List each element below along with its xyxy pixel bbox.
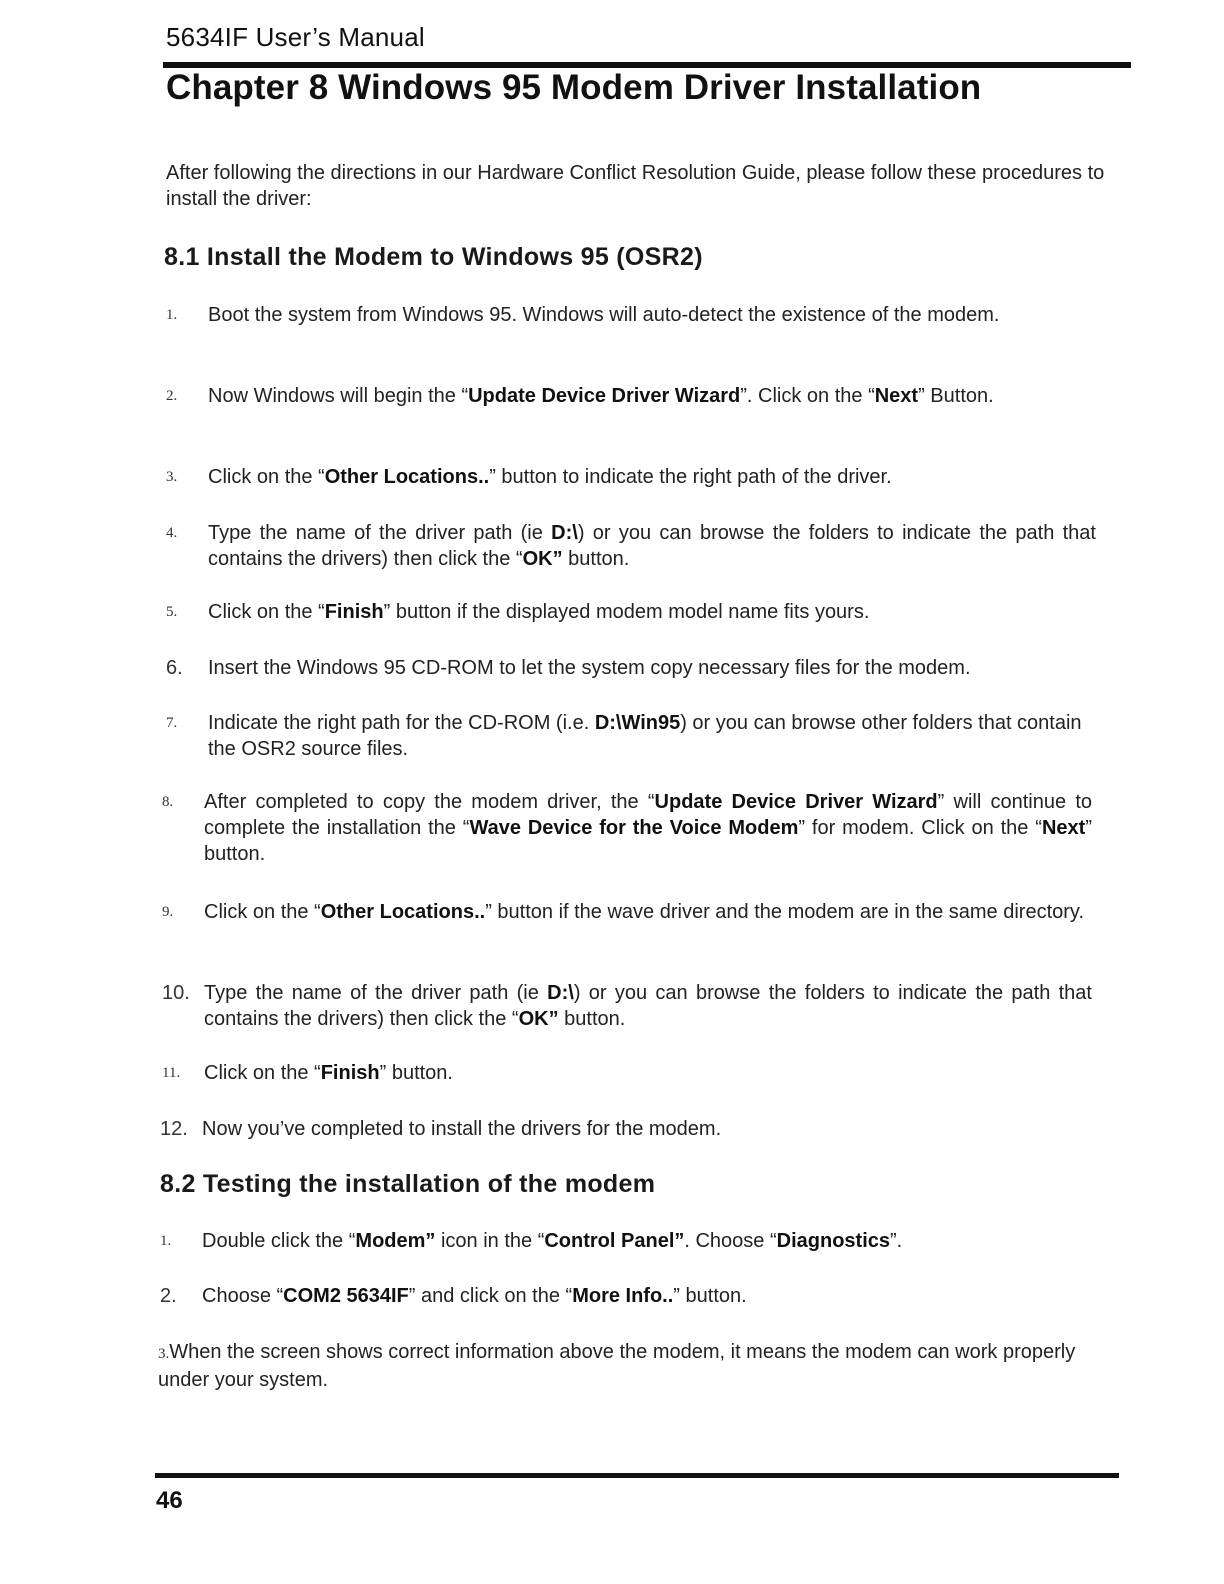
step-number: 8. bbox=[162, 794, 174, 810]
intro-paragraph: After following the directions in our Hardware Conflict Resolution Guide, please follow these procedures to install the driver: bbox=[166, 162, 1105, 210]
footer-rule bbox=[155, 1473, 1119, 1478]
section-heading-8-2: 8.2 Testing the installation of the modem bbox=[160, 1170, 656, 1198]
step-number: 11. bbox=[162, 1065, 181, 1081]
step-number: 2. bbox=[166, 388, 178, 404]
step-number: 1. bbox=[160, 1233, 172, 1249]
step-number: 7. bbox=[166, 715, 178, 731]
list-item: 3. Click on the “Other Locations..” button to indicate the right path of the driver. bbox=[166, 466, 892, 488]
step-number: 4. bbox=[166, 525, 178, 541]
list-item: 5. Click on the “Finish” button if the displayed modem model name fits yours. bbox=[166, 601, 870, 623]
step-number: 5. bbox=[166, 604, 178, 620]
page-number: 46 bbox=[156, 1487, 183, 1514]
list-item: 1. Boot the system from Windows 95. Windows will auto-detect the existence of the modem. bbox=[166, 304, 1000, 326]
list-item: 10. Type the name of the driver path (ie D:\) or you can browse the folders to indicate the path that contains the drivers) then click the “OK” button. bbox=[162, 982, 1092, 1030]
list-item: 12. Now you’ve completed to install the drivers for the modem. bbox=[160, 1118, 722, 1140]
list-item: 11. Click on the “Finish” button. bbox=[162, 1062, 453, 1084]
list-item: 3.When the screen shows correct information above the modem, it means the modem can work properly under your system. bbox=[158, 1341, 1076, 1391]
list-item: 2. Now Windows will begin the “Update Device Driver Wizard”. Click on the “Next” Button. bbox=[166, 385, 994, 407]
step-number: 3. bbox=[158, 1346, 170, 1362]
section-heading-8-1: 8.1 Install the Modem to Windows 95 (OSR2) bbox=[164, 243, 703, 271]
step-number: 2. bbox=[160, 1285, 177, 1307]
step-number: 10. bbox=[162, 982, 190, 1004]
list-item: 4. Type the name of the driver path (ie D:\) or you can browse the folders to indicate the path that contains the drivers) then click the “OK” button. bbox=[166, 522, 1096, 570]
step-number: 12. bbox=[160, 1118, 188, 1140]
list-item: 7. Indicate the right path for the CD-ROM (i.e. D:\Win95) or you can browse other folders that contain the OSR2 source files. bbox=[166, 712, 1082, 760]
step-number: 3. bbox=[166, 469, 178, 485]
chapter-title: Chapter 8 Windows 95 Modem Driver Installation bbox=[166, 68, 982, 107]
step-number: 6. bbox=[166, 657, 183, 679]
list-item: 9. Click on the “Other Locations..” button if the wave driver and the modem are in the same directory. bbox=[162, 901, 1084, 923]
list-item: 8. After completed to copy the modem driver, the “Update Device Driver Wizard” will continue to complete the installation the “Wave Device for the Voice Modem” for modem. Click on the “Next” button. bbox=[162, 791, 1093, 865]
running-head: 5634IF User’s Manual bbox=[166, 22, 425, 52]
step-number: 1. bbox=[166, 307, 178, 323]
list-item: 1. Double click the “Modem” icon in the “Control Panel”. Choose “Diagnostics”. bbox=[160, 1230, 903, 1252]
step-number: 9. bbox=[162, 904, 174, 920]
list-item: 2. Choose “COM2 5634IF” and click on the “More Info..” button. bbox=[160, 1285, 747, 1307]
list-item: 6. Insert the Windows 95 CD-ROM to let the system copy necessary files for the modem. bbox=[166, 657, 971, 679]
